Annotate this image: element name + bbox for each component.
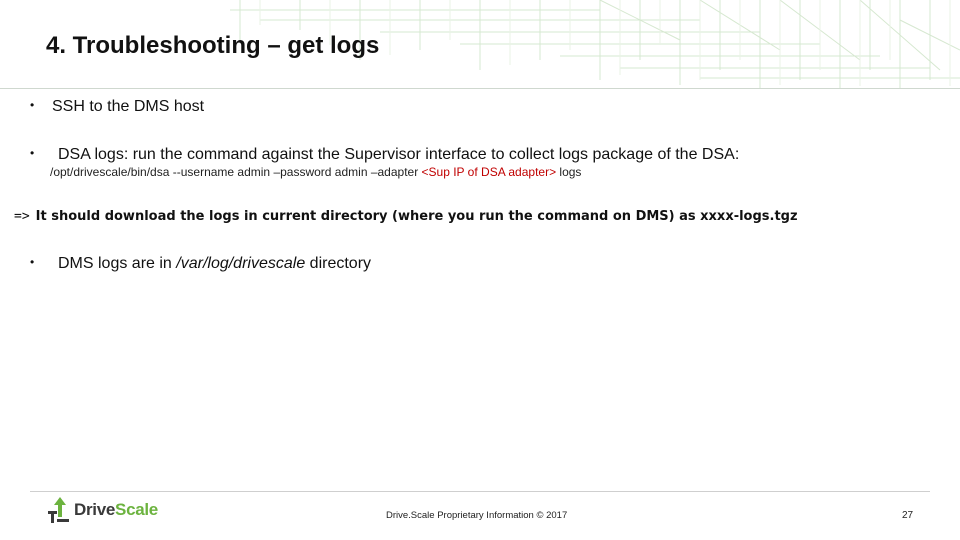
- drivescale-logo: [46, 494, 158, 526]
- download-note: [14, 208, 798, 224]
- logo-wordmark: [74, 500, 158, 520]
- bullet-marker: •: [30, 255, 35, 269]
- log-path: /var/log/drivescale: [176, 255, 306, 272]
- bullet-dsa-logs: [30, 146, 739, 164]
- bullet-text: DSA logs: run the command against the Supervisor interface to collect logs package of the DSA:: [58, 146, 740, 163]
- title-divider: [0, 88, 960, 89]
- command-prefix: /opt/drivescale/bin/dsa --username admin –password admin –adapter: [50, 165, 422, 179]
- bullet-dms-logs: [30, 255, 371, 273]
- logo-drive: Drive: [74, 500, 116, 519]
- command-suffix: logs: [556, 165, 582, 179]
- note-text: It should download the logs in current directory (where you run the command on DMS) as xxxx-logs.tgz: [35, 209, 798, 224]
- bullet-marker: •: [30, 146, 35, 160]
- footer-divider: [30, 491, 930, 492]
- slide-title: 4. Troubleshooting – get logs: [46, 32, 380, 59]
- logo-scale: Scale: [115, 500, 158, 519]
- bullet-text: SSH to the DMS host: [52, 98, 205, 115]
- drivescale-logo-icon: [46, 495, 70, 525]
- page-number: 27: [902, 510, 914, 521]
- bullet-ssh: [30, 98, 204, 116]
- proprietary-notice: Drive.Scale Proprietary Information © 2017: [386, 510, 568, 521]
- dsa-command: [50, 165, 581, 179]
- bullet-text-prefix: DMS logs are in: [58, 255, 177, 272]
- arrow-marker: =>: [14, 209, 30, 224]
- bullet-text-suffix: directory: [305, 255, 372, 272]
- command-placeholder: <Sup IP of DSA adapter>: [421, 165, 557, 179]
- bullet-marker: •: [30, 98, 35, 112]
